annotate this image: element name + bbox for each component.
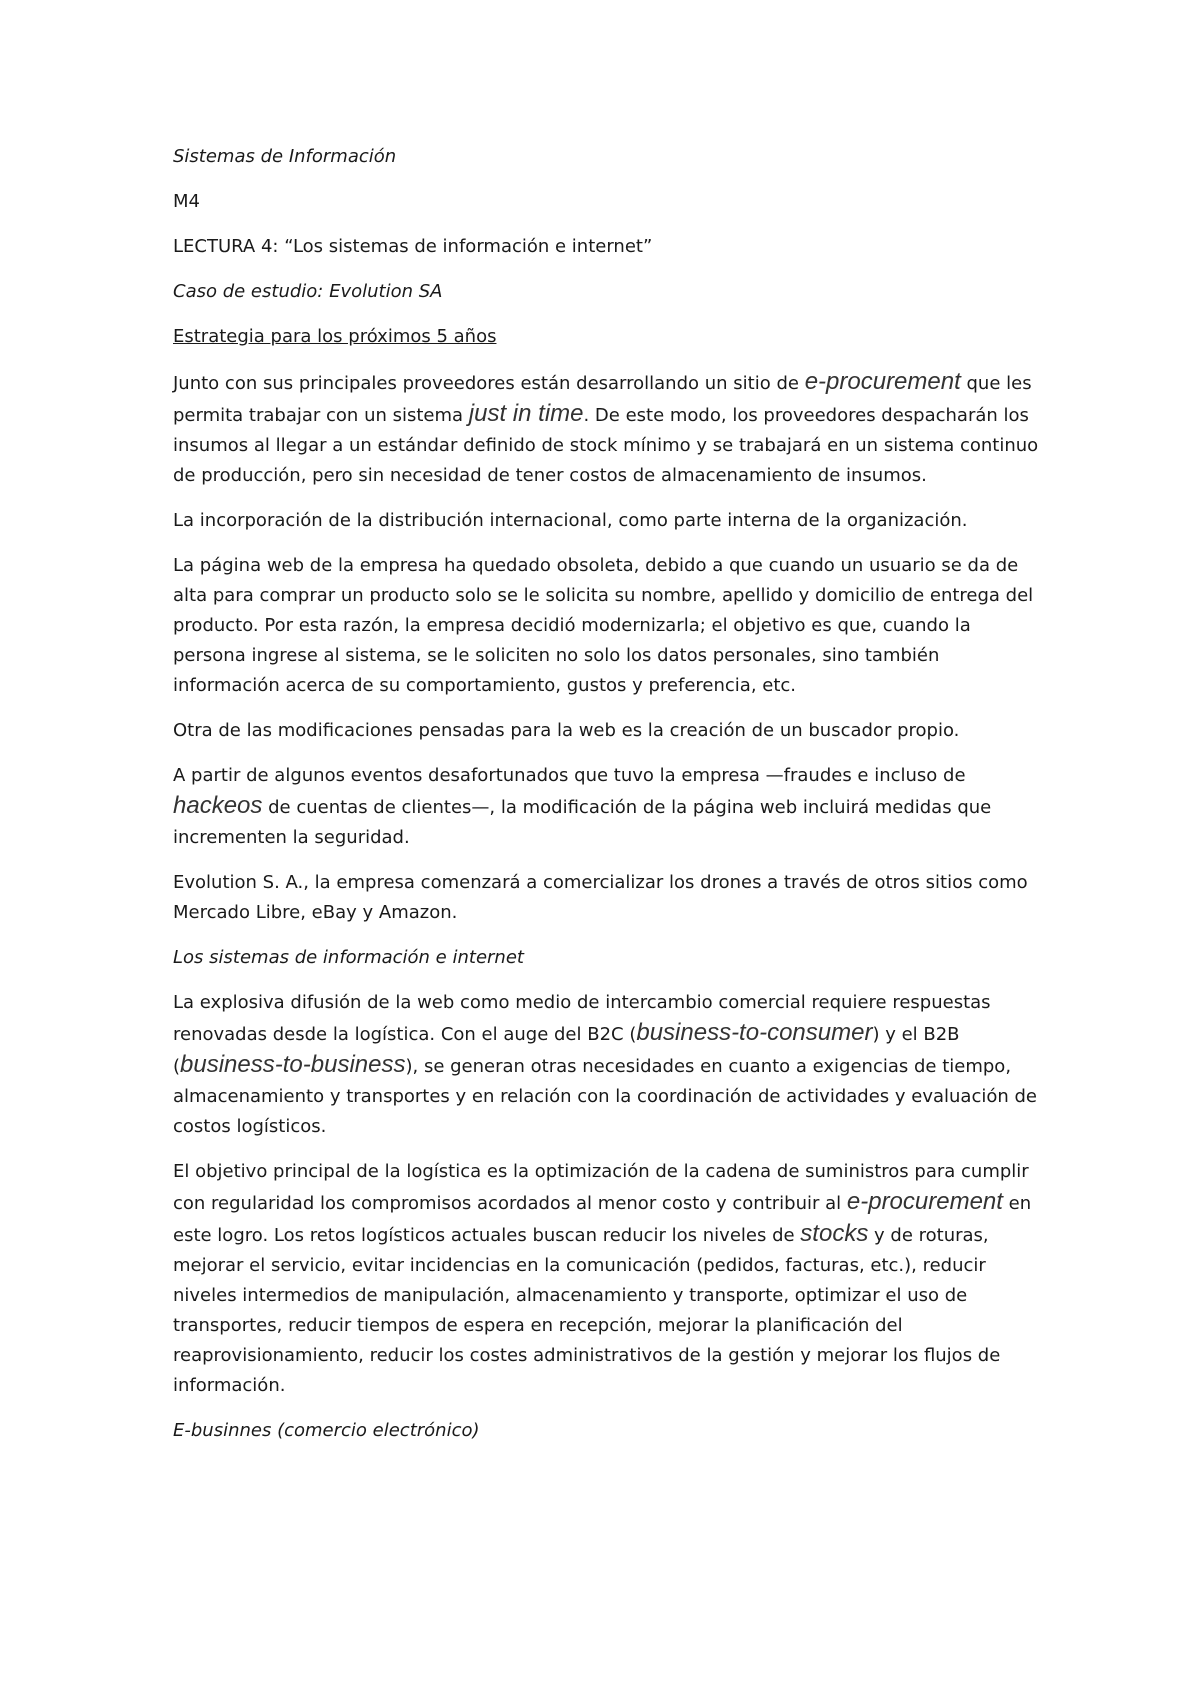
strategy-heading: Estrategia para los próximos 5 años: [173, 326, 497, 347]
text-run: . De este modo, los proveedores despacharán los insumos al llegar a un estándar definido de stock mínimo y se trabajará en un sistema continuo de producción, pero sin necesidad de tener costos de almacenamiento de insumos.: [173, 405, 1039, 486]
text-run: ), se generan otras necesidades en cuanto a exigencias de tiempo, almacenamiento y transportes y en relación con la coordinación de actividades y evaluación de costos logísticos.: [173, 1056, 1037, 1137]
text-run: que les permita trabajar con un sistema: [173, 373, 1032, 426]
text-run: en este logro. Los retos logísticos actuales buscan reducir los niveles de: [173, 1193, 1032, 1246]
text-run: ) y el B2B (: [173, 1024, 960, 1077]
emphasis-term: e-procurement: [846, 1188, 1003, 1215]
text-run: El objetivo principal de la logística es la optimización de la cadena de suministros para cumplir con regularidad los compromisos acordados al menor costo y contribuir al: [173, 1161, 1029, 1214]
emphasis-term: stocks: [800, 1220, 869, 1247]
text-run: de cuentas de clientes—, la modificación de la página web incluirá medidas que incrementen la seguridad.: [173, 797, 992, 848]
paragraph-webpage: La página web de la empresa ha quedado obsoleta, debido a que cuando un usuario se da de alta para comprar un producto solo se le solicita su nombre, apellido y domicilio de entrega del producto. Por esta razón, la empresa decidió modernizarla; el objetivo es que, cuando la persona ingrese al sistema, se le soliciten no solo los datos personales, sino también información acerca de su comportamiento, gustos y preferencia, etc.: [173, 555, 1034, 696]
paragraph-search: Otra de las modificaciones pensadas para la web es la creación de un buscador propio.: [173, 720, 960, 741]
paragraph-marketplaces: Evolution S. A., la empresa comenzará a comercializar los drones a través de otros sitios como Mercado Libre, eBay y Amazon.: [173, 872, 1028, 923]
module-label: M4: [173, 191, 200, 212]
case-study-title: Caso de estudio: Evolution SA: [173, 281, 443, 302]
paragraph-logistics: [173, 988, 1043, 1142]
paragraph-objectives: [173, 1157, 1043, 1401]
document-page: [173, 142, 1043, 1461]
section-heading-ebusiness: E-businnes (comercio electrónico): [173, 1420, 480, 1441]
emphasis-term: e-procurement: [804, 368, 961, 395]
text-run: Junto con sus principales proveedores están desarrollando un sitio de: [173, 373, 805, 394]
text-run: La explosiva difusión de la web como medio de intercambio comercial requiere respuestas renovadas desde la logística. Con el auge del B2C (: [173, 992, 991, 1045]
reading-title: LECTURA 4: “Los sistemas de información e internet”: [173, 236, 653, 257]
section-heading-internet: Los sistemas de información e internet: [173, 947, 524, 968]
text-run: A partir de algunos eventos desafortunados que tuvo la empresa —fraudes e incluso de: [173, 765, 966, 786]
paragraph-security: [173, 761, 1043, 853]
paragraph-distribution: La incorporación de la distribución internacional, como parte interna de la organización.: [173, 510, 968, 531]
emphasis-term: business-to-business: [180, 1051, 406, 1078]
course-title: Sistemas de Información: [173, 146, 397, 167]
text-run: y de roturas, mejorar el servicio, evitar incidencias en la comunicación (pedidos, facturas, etc.), reducir niveles intermedios de manipulación, almacenamiento y transporte, optimizar el uso de transportes, reducir tiempos de espera en recepción, mejorar la planificación del reaprovisionamiento, reducir los costes administrativos de la gestión y mejorar los flujos de información.: [173, 1225, 1001, 1396]
emphasis-term: hackeos: [173, 792, 263, 819]
emphasis-term: business-to-consumer: [636, 1019, 873, 1046]
emphasis-term: just in time: [468, 400, 584, 427]
paragraph-eprocurement: [173, 367, 1043, 491]
